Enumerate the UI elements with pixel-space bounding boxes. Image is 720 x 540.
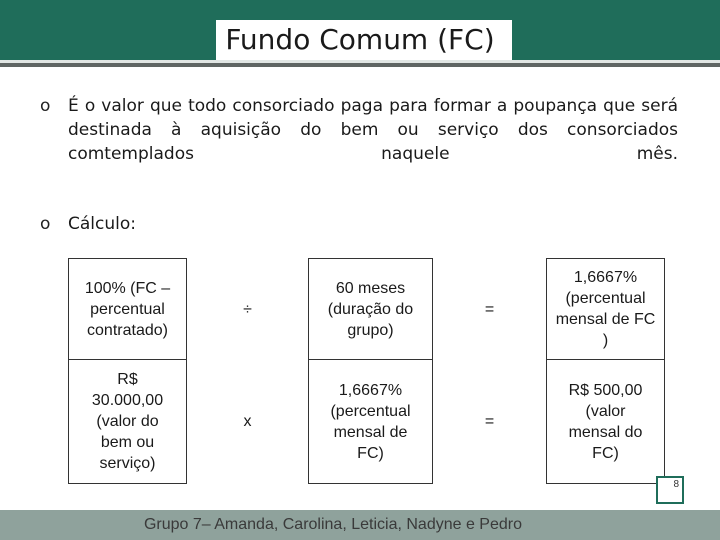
cell-text: 100% (FC – percentual contratado)	[84, 279, 171, 339]
operator-cell: x	[243, 413, 252, 430]
bullet-marker: o	[40, 214, 51, 234]
slide-title: Fundo Comum (FC)	[225, 23, 495, 56]
operator-cell: ÷	[243, 300, 252, 318]
cell-text: 60 meses (duração do grupo)	[327, 279, 414, 339]
table-row	[69, 259, 665, 360]
page-number: 8	[656, 476, 684, 504]
operand-cell	[69, 360, 187, 484]
bullet-marker: o	[40, 96, 51, 116]
operand-cell	[69, 259, 187, 360]
result-cell	[547, 259, 665, 360]
cell-text: R$ 500,00 (valor mensal do FC)	[568, 381, 643, 462]
equals-cell: =	[484, 413, 495, 430]
cell-text: 1,6667% (percentual mensal de FC )	[555, 269, 656, 349]
cell-text: 1,6667% (percentual mensal de FC)	[330, 381, 411, 462]
footer-text: Grupo 7– Amanda, Carolina, Leticia, Nadyne e Pedro	[143, 516, 522, 533]
table-row	[69, 360, 665, 484]
calculation-table	[68, 258, 665, 484]
cell-text: R$ 30.000,00 (valor do bem ou serviço)	[91, 371, 164, 472]
result-cell	[547, 360, 665, 484]
definition-paragraph: É o valor que todo consorciado paga para formar a poupança que será destinada à aquisição do bem ou serviço dos consorciados comtemplados naquele mês.	[68, 96, 678, 164]
operand-cell	[309, 360, 433, 484]
header-divider-dark	[0, 63, 720, 67]
calculation-label: Cálculo:	[68, 214, 136, 234]
equals-cell: =	[484, 300, 495, 318]
operand-cell	[309, 259, 433, 360]
